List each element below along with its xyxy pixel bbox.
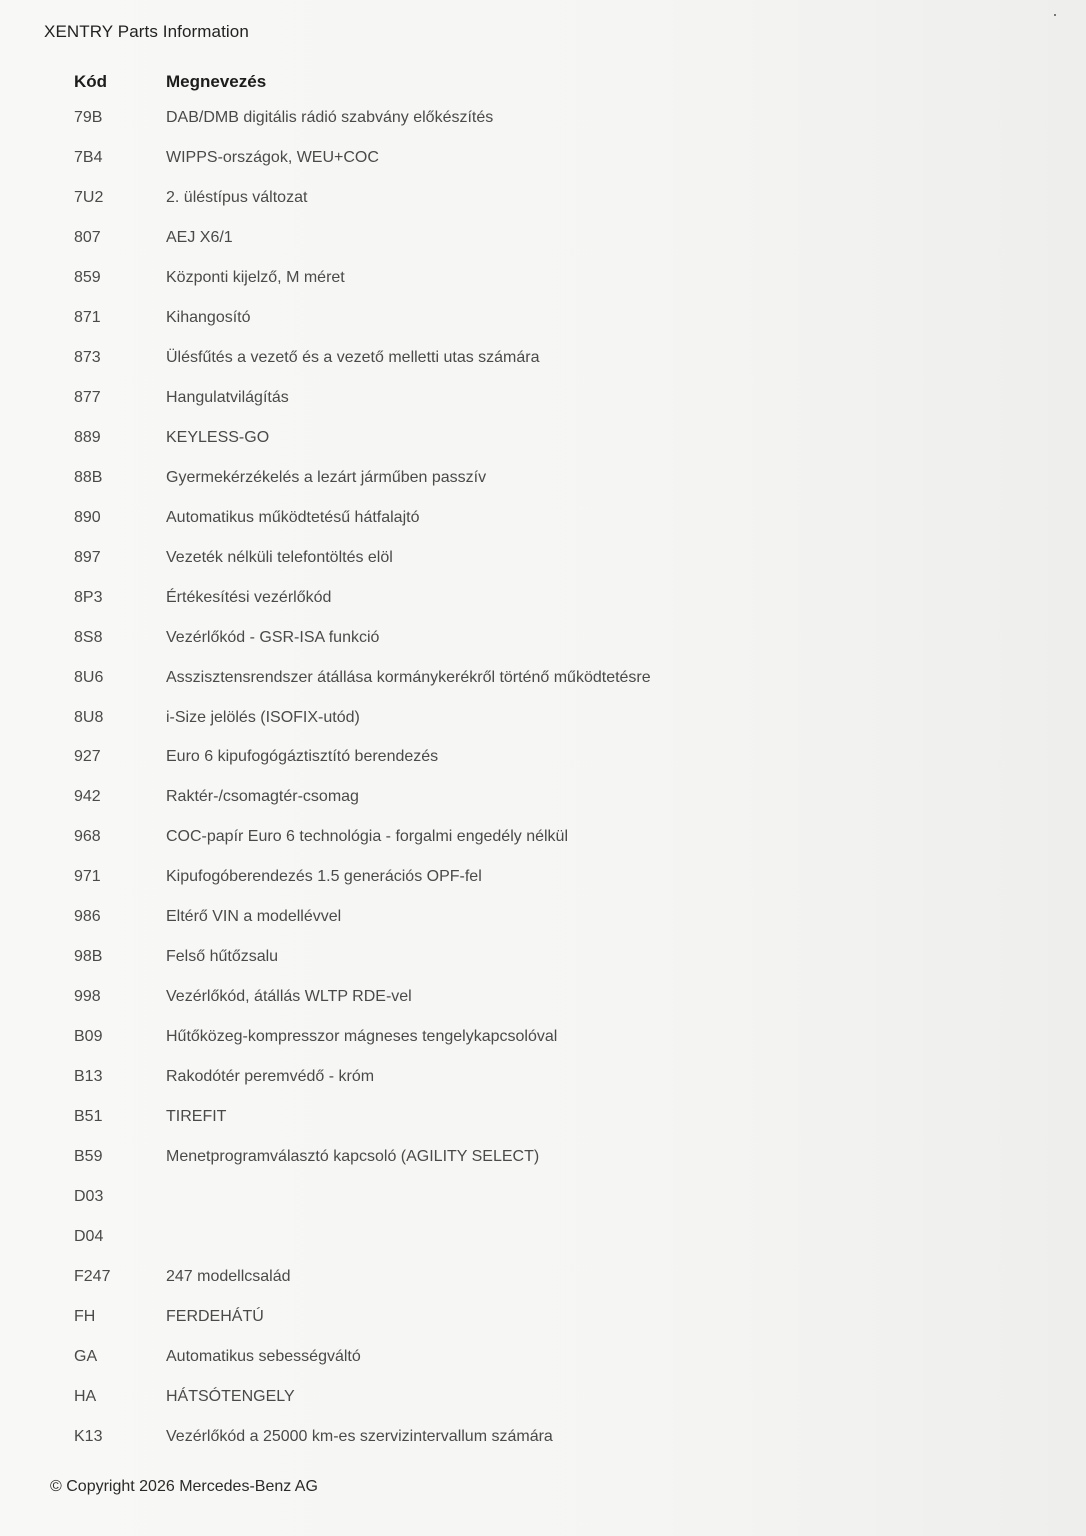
row-name: Vezérlőkód, átállás WLTP RDE-vel	[166, 988, 412, 1006]
row-code: 98B	[74, 948, 103, 966]
row-name: HÁTSÓTENGELY	[166, 1387, 295, 1405]
table-row	[74, 1257, 974, 1297]
row-name: FERDEHÁTÚ	[166, 1308, 264, 1326]
row-name: 2. üléstípus változat	[166, 188, 308, 206]
table-row	[74, 857, 974, 897]
table-row	[74, 378, 974, 418]
row-code: 7B4	[74, 148, 103, 166]
row-code: 871	[74, 308, 101, 326]
row-code: 998	[74, 988, 101, 1006]
scan-artifact	[1054, 14, 1056, 16]
row-code: 8P3	[74, 588, 103, 606]
row-name: Kihangosító	[166, 308, 251, 326]
table-row	[74, 1137, 974, 1177]
row-code: B59	[74, 1148, 103, 1166]
table-row	[74, 418, 974, 458]
row-code: 859	[74, 268, 101, 286]
table-row	[74, 897, 974, 937]
row-code: 79B	[74, 108, 103, 126]
table-row	[74, 1097, 974, 1137]
row-code: 897	[74, 548, 101, 566]
row-name: Hűtőközeg-kompresszor mágneses tengelykapcsolóval	[166, 1028, 558, 1046]
row-code: K13	[74, 1427, 103, 1445]
row-name: 247 modellcsalád	[166, 1268, 291, 1286]
table-body	[74, 98, 974, 1457]
row-name: Vezérlőkód a 25000 km-es szervizintervallum számára	[166, 1427, 553, 1445]
table-row	[74, 658, 974, 698]
row-code: 8S8	[74, 628, 103, 646]
table-row	[74, 218, 974, 258]
row-code: D03	[74, 1188, 104, 1206]
row-code: F247	[74, 1268, 111, 1286]
row-code: 942	[74, 788, 101, 806]
row-name: Értékesítési vezérlőkód	[166, 588, 332, 606]
row-code: 8U8	[74, 708, 104, 726]
table-row	[74, 538, 974, 578]
row-code: 873	[74, 348, 101, 366]
row-name: Hangulatvilágítás	[166, 388, 289, 406]
row-code: 807	[74, 228, 101, 246]
table-row	[74, 1177, 974, 1217]
table-row	[74, 1337, 974, 1377]
row-name: Vezérlőkód - GSR-ISA funkció	[166, 628, 380, 646]
row-name: AEJ X6/1	[166, 228, 233, 246]
row-code: 971	[74, 868, 101, 886]
table-row	[74, 937, 974, 977]
row-name: Euro 6 kipufogógáztisztító berendezés	[166, 748, 439, 766]
row-code: FH	[74, 1308, 96, 1326]
row-code: GA	[74, 1348, 98, 1366]
row-code: 88B	[74, 468, 103, 486]
column-header-name: Megnevezés	[166, 72, 267, 91]
table-row	[74, 618, 974, 658]
row-name: COC-papír Euro 6 technológia - forgalmi engedély nélkül	[166, 828, 568, 846]
row-name: KEYLESS-GO	[166, 428, 270, 446]
row-code: B51	[74, 1108, 103, 1126]
table-row	[74, 738, 974, 778]
row-code: D04	[74, 1228, 104, 1246]
table-row	[74, 698, 974, 738]
row-name: Gyermekérzékelés a lezárt járműben passzív	[166, 468, 487, 486]
page-title: XENTRY Parts Information	[44, 22, 249, 41]
row-code: 986	[74, 908, 101, 926]
row-code: 889	[74, 428, 101, 446]
row-code: 927	[74, 748, 101, 766]
row-name: Asszisztensrendszer átállása kormánykerékről történő működtetésre	[166, 668, 651, 686]
table-row	[74, 1417, 974, 1457]
row-name: i-Size jelölés (ISOFIX-utód)	[166, 708, 360, 726]
column-header-code: Kód	[74, 72, 108, 91]
table-row	[74, 1297, 974, 1337]
row-code: B09	[74, 1028, 103, 1046]
table-row	[74, 977, 974, 1017]
table-row	[74, 817, 974, 857]
row-code: 7U2	[74, 188, 104, 206]
table-row	[74, 578, 974, 618]
row-code: HA	[74, 1387, 97, 1405]
row-code: B13	[74, 1068, 103, 1086]
table-row	[74, 1217, 974, 1257]
table-row	[74, 1057, 974, 1097]
row-name: DAB/DMB digitális rádió szabvány előkészítés	[166, 108, 494, 126]
row-name: Vezeték nélküli telefontöltés elöl	[166, 548, 393, 566]
parts-table	[74, 66, 974, 1457]
row-code: 877	[74, 388, 101, 406]
table-row	[74, 458, 974, 498]
table-row	[74, 1377, 974, 1417]
table-header	[74, 66, 974, 98]
table-row	[74, 298, 974, 338]
row-name: Menetprogramválasztó kapcsoló (AGILITY SELECT)	[166, 1148, 540, 1166]
row-name: Kipufogóberendezés 1.5 generációs OPF-fel	[166, 868, 482, 886]
row-name: Automatikus sebességváltó	[166, 1348, 361, 1366]
table-row	[74, 338, 974, 378]
table-row	[74, 98, 974, 138]
row-name: Eltérő VIN a modellévvel	[166, 908, 342, 926]
row-name: Raktér-/csomagtér-csomag	[166, 788, 359, 806]
row-name: Felső hűtőzsalu	[166, 948, 279, 966]
row-code: 890	[74, 508, 101, 526]
row-code: 8U6	[74, 668, 104, 686]
table-row	[74, 1017, 974, 1057]
table-row	[74, 138, 974, 178]
copyright-footer: © Copyright 2026 Mercedes-Benz AG	[50, 1478, 318, 1495]
table-row	[74, 178, 974, 218]
table-row	[74, 777, 974, 817]
table-row	[74, 258, 974, 298]
row-name: Ülésfűtés a vezető és a vezető melletti utas számára	[166, 348, 540, 366]
row-code: 968	[74, 828, 101, 846]
table-row	[74, 498, 974, 538]
row-name: Rakodótér peremvédő - króm	[166, 1068, 375, 1086]
row-name: WIPPS-országok, WEU+COC	[166, 148, 379, 166]
row-name: Központi kijelző, M méret	[166, 268, 345, 286]
row-name: TIREFIT	[166, 1108, 227, 1126]
row-name: Automatikus működtetésű hátfalajtó	[166, 508, 420, 526]
